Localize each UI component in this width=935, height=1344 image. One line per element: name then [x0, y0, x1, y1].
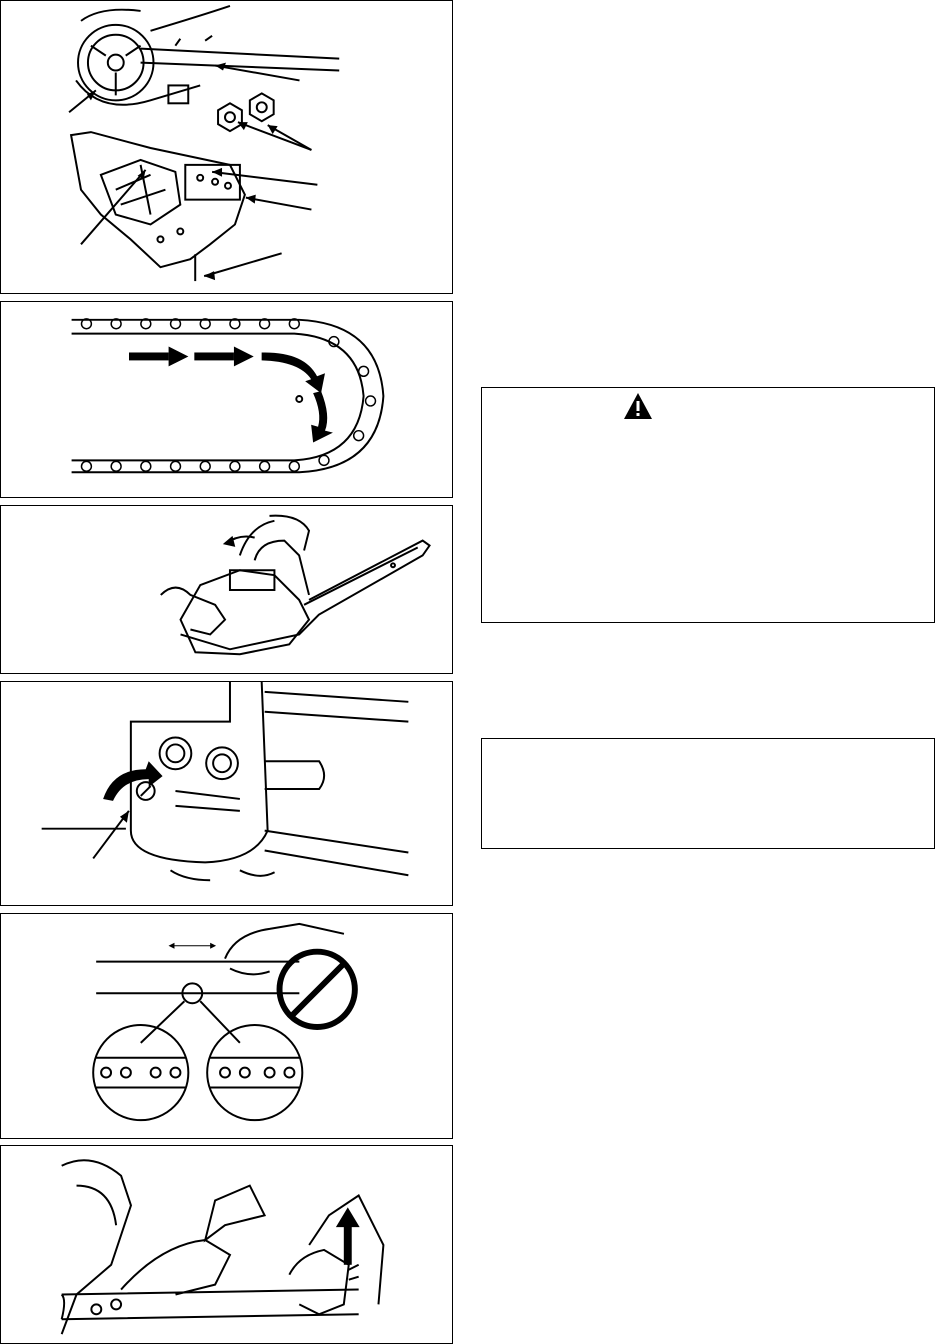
figure-2-illustration [1, 302, 452, 497]
figure-6-tension-lift-check [0, 1145, 453, 1344]
figure-4-illustration [1, 682, 452, 905]
warning-triangle-icon [623, 392, 653, 420]
figure-1-sprocket-cover [0, 0, 453, 294]
figure-1-illustration [1, 1, 452, 293]
figure-2-chain-direction [0, 301, 453, 498]
figure-3-illustration [1, 506, 452, 673]
warning-box [481, 387, 935, 623]
figure-3-brake-release [0, 505, 453, 674]
note-box [481, 738, 935, 849]
figure-4-tension-screw [0, 681, 453, 906]
figure-5-illustration [1, 914, 452, 1138]
figure-6-illustration [1, 1146, 452, 1343]
figure-5-chain-slack-check [0, 913, 453, 1139]
